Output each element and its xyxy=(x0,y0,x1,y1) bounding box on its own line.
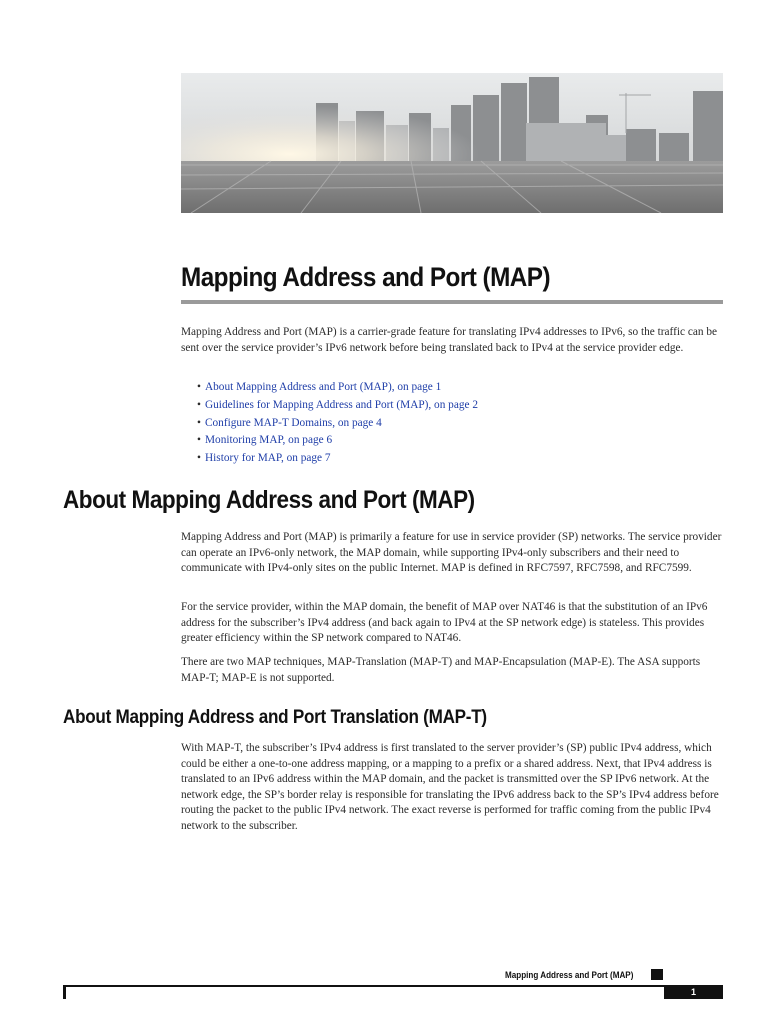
footer-rule xyxy=(63,985,723,987)
bullet-icon: • xyxy=(197,381,201,393)
toc-item xyxy=(197,415,478,433)
toc-link-history-map[interactable]: History for MAP, on page 7 xyxy=(205,452,331,465)
intro-paragraph: Mapping Address and Port (MAP) is a carrier-grade feature for translating IPv4 addresses to IPv6, so the traffic can be sent over the service provider’s IPv6 network before being translated back to IPv4 at the service provider edge. xyxy=(181,326,718,354)
page-number: 1 xyxy=(664,985,723,999)
chapter-toc xyxy=(197,379,478,468)
bullet-icon: • xyxy=(197,452,201,465)
footer-left-tick xyxy=(63,985,66,999)
toc-item xyxy=(197,432,478,450)
toc-item xyxy=(197,397,478,415)
toc-link-about-map[interactable]: About Mapping Address and Port (MAP), on page 1 xyxy=(205,381,442,393)
toc-item xyxy=(197,379,478,397)
about-map-t-paragraph: With MAP-T, the subscriber’s IPv4 address is first translated to the server provider’s (SP) public IPv4 address, which could be either a one-to-one address mapping, or a mapping to a prefix or a shared address. Next, that IPv4 address is translated to an IPv6 address within the MAP domain, and the packet is transmitted over the SP IPv6 network. At the network edge, the SP’s border relay is responsible for translating the IPv6 address back to the SP’s IPv4 address before routing the packet to the public IPv4 network. The exact reverse is performed for traffic coming from the public IPv4 network to the subscriber. xyxy=(181,742,719,832)
about-map-paragraph-3: There are two MAP techniques, MAP-Translation (MAP-T) and MAP-Encapsulation (MAP-E). The ASA supports MAP-T; MAP-E is not supported. xyxy=(181,656,701,684)
chapter-title: Mapping Address and Port (MAP) xyxy=(181,262,551,292)
section-heading-about-map: About Mapping Address and Port (MAP) xyxy=(63,486,475,514)
footer-square-marker xyxy=(651,969,663,980)
toc-link-configure-map-t[interactable]: Configure MAP-T Domains, on page 4 xyxy=(205,416,382,429)
section-heading-about-map-t: About Mapping Address and Port Translation (MAP-T) xyxy=(63,707,487,728)
toc-item xyxy=(197,450,478,468)
about-map-paragraph-1: Mapping Address and Port (MAP) is primarily a feature for use in service provider (SP) networks. The service provider can operate an IPv6-only network, the MAP domain, while supporting IPv4-only subscribers and their need to communicate with IPv4-only sites on the public Internet. MAP is defined in RFC7597, RFC7598, and RFC7599. xyxy=(181,531,722,575)
city-skyline-banner-image xyxy=(181,73,723,213)
bullet-icon: • xyxy=(197,434,201,447)
title-rule xyxy=(181,300,723,304)
toc-link-monitoring-map[interactable]: Monitoring MAP, on page 6 xyxy=(205,434,333,447)
footer-chapter-title: Mapping Address and Port (MAP) xyxy=(505,970,634,980)
bullet-icon: • xyxy=(197,416,201,429)
bullet-icon: • xyxy=(197,398,201,411)
toc-link-guidelines[interactable]: Guidelines for Mapping Address and Port (MAP), on page 2 xyxy=(205,398,478,411)
about-map-paragraph-2: For the service provider, within the MAP domain, the benefit of MAP over NAT46 is that the substitution of an IPv6 address for the subscriber’s IPv4 address (and back again to IPv4 at the SP network edge) is stateless. This provides greater efficiency within the SP network compared to NAT46. xyxy=(181,601,708,645)
